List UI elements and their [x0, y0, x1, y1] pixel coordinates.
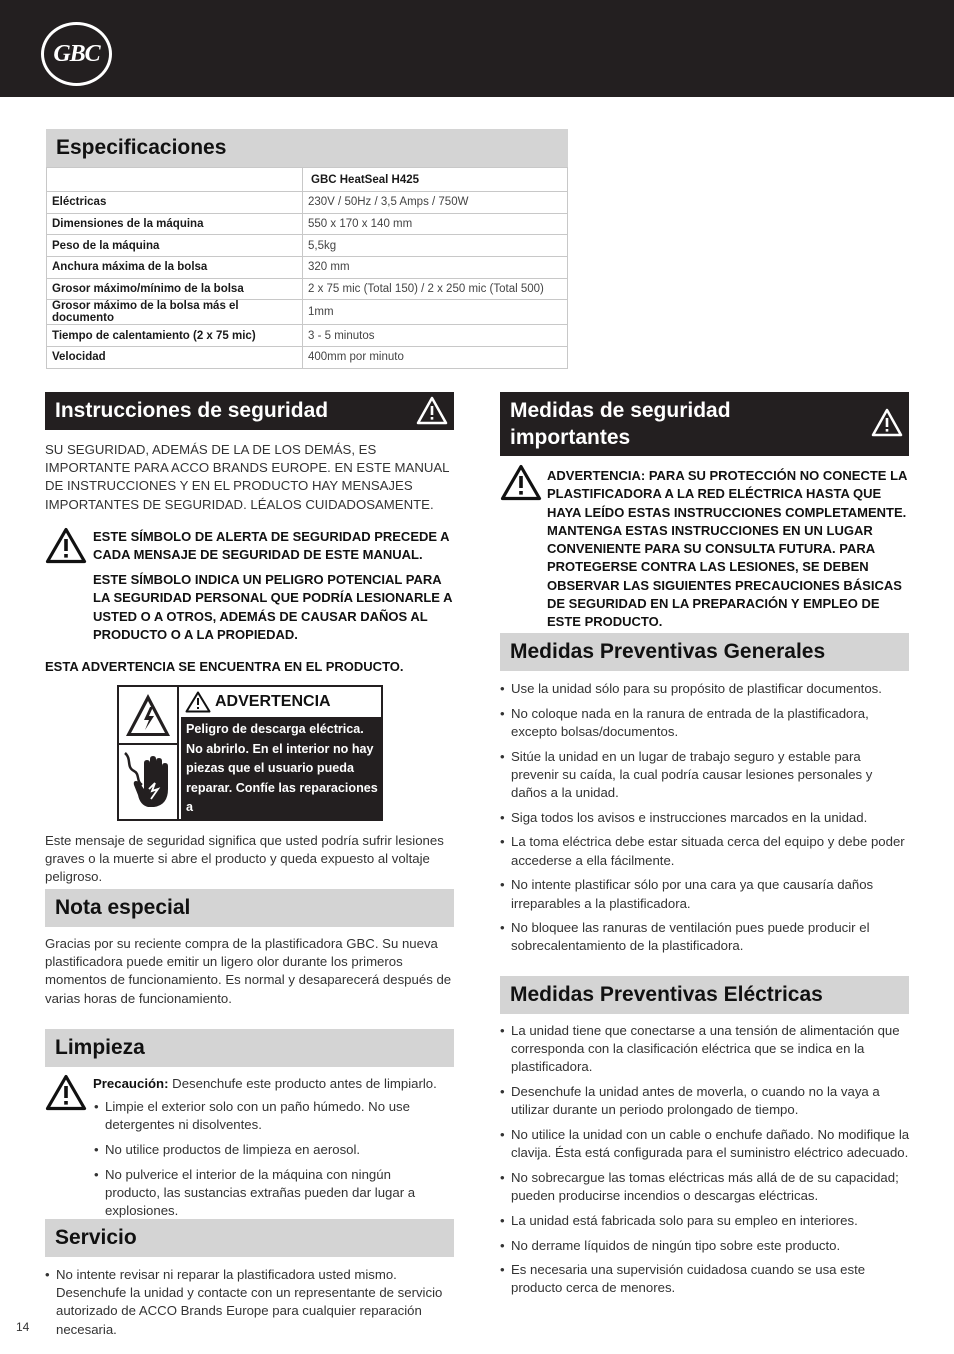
spec-label: Grosor máximo/mínimo de la bolsa: [47, 278, 303, 300]
page-number: 14: [16, 1320, 30, 1334]
advertencia-line: reparar. Confíe las reparaciones a: [186, 780, 378, 815]
lightning-warning-icon: [123, 691, 173, 739]
spec-value: 3 - 5 minutos: [303, 325, 568, 347]
generales-list: [500, 680, 910, 962]
spec-value: 400mm por minuto: [303, 347, 568, 369]
nota-heading: Nota especial: [45, 889, 454, 927]
importantes-heading: [500, 392, 909, 456]
advertencia-line: piezas que el usuario pueda: [186, 761, 354, 776]
table-cell-empty: [47, 168, 303, 192]
advertencia-line: Peligro de descarga eléctrica.: [186, 722, 364, 736]
specs-heading: Especificaciones: [46, 129, 568, 167]
table-row: [47, 235, 568, 257]
servicio-list: [45, 1266, 459, 1345]
safety-meaning: Este mensaje de seguridad significa que usted podría sufrir lesiones graves o la muerte si abre el producto y queda expuesto al voltaje peligroso.: [45, 833, 444, 885]
list-item: • Es necesaria una supervisión cuidadosa cuando se usa este producto cerca de menores.: [500, 1261, 910, 1297]
list-item: • No derrame líquidos de ningún tipo sobre este producto.: [500, 1237, 910, 1255]
list-item: • No intente plastificar sólo por una cara ya que causaría daños irreparables a la plastificadora.: [500, 876, 910, 912]
shock-warning-label: [117, 685, 383, 834]
spec-value: 550 x 170 x 140 mm: [303, 213, 568, 235]
safety-intro: SU SEGURIDAD, ADEMÁS DE LA DE LOS DEMÁS, ES IMPORTANTE PARA ACCO BRANDS EUROPE. EN ESTE MANUAL DE INSTRUCCIONES Y EN EL PRODUCTO HAY MENSAJES IMPORTANTES DE SEGURIDAD. LÉALOS CUIDADOSAMENTE.: [45, 442, 450, 512]
table-row: [47, 278, 568, 300]
advertencia-body: [181, 717, 381, 834]
spec-label: Anchura máxima de la bolsa: [47, 257, 303, 279]
warning-triangle-icon: [500, 464, 542, 501]
spec-label: Dimensiones de la máquina: [47, 213, 303, 235]
list-item: • No sobrecargue las tomas eléctricas más allá de de su capacidad; pueden producirse incendios o descargas eléctricas.: [500, 1169, 910, 1205]
servicio-heading: Servicio: [45, 1219, 454, 1257]
spec-value: 230V / 50Hz / 3,5 Amps / 750W: [303, 192, 568, 214]
table-row: [47, 257, 568, 279]
advertencia-label: ADVERTENCIA: [215, 693, 331, 710]
list-item: • No utilice productos de limpieza en aerosol.: [94, 1141, 446, 1159]
product-warning-text: ESTA ADVERTENCIA SE ENCUENTRA EN EL PRODUCTO.: [45, 659, 404, 674]
spec-label: Tiempo de calentamiento (2 x 75 mic): [47, 325, 303, 347]
importantes-warning: ADVERTENCIA: PARA SU PROTECCIÓN NO CONECTE LA PLASTIFICADORA A LA RED ELÉCTRICA HASTA QUE HAYA LEÍDO ESTAS INSTRUCCIONES COMPLETAMENTE. MANTENGA ESTAS INSTRUCCIONES EN UN LUGAR CONVENIENTE PARA SU CONSULTA FUTURA. PARA PROTEGERSE CONTRA LAS LESIONES, SE DEBEN OBSERVAR LAS SIGUIENTES PRECAUCIONES BÁSICAS DE SEGURIDAD EN LA PREPARACIÓN Y EMPLEO DE ESTE PRODUCTO.: [547, 468, 907, 630]
warning-triangle-icon: [45, 527, 87, 564]
spec-label: Velocidad: [47, 347, 303, 369]
list-item: • La toma eléctrica debe estar situada cerca del equipo y debe poder accederse a ella fácilmente.: [500, 833, 910, 869]
pictogram-divider: [119, 743, 177, 745]
table-row: [47, 168, 568, 192]
list-item: • Limpie el exterior solo con un paño húmedo. No use detergentes ni disolventes.: [94, 1098, 446, 1134]
safety-heading-text: Instrucciones de seguridad: [55, 399, 329, 422]
list-item: • No coloque nada en la ranura de entrada de la plastificadora, excepto bolsas/documentos.: [500, 705, 910, 741]
caution-text: Desenchufe este producto antes de limpiarlo.: [168, 1076, 437, 1091]
safety-heading: [45, 392, 454, 430]
table-row: [47, 300, 568, 325]
shock-pictograms: [119, 687, 179, 819]
advertencia-title: [181, 687, 381, 717]
warning-triangle-icon: [45, 1074, 87, 1111]
spec-value: 5,5kg: [303, 235, 568, 257]
table-row: [47, 213, 568, 235]
specs-table: [46, 167, 568, 369]
table-row: [47, 325, 568, 347]
spec-value: 320 mm: [303, 257, 568, 279]
list-item: • La unidad está fabricada solo para su empleo en interiores.: [500, 1212, 910, 1230]
hand-shock-icon: [122, 749, 176, 815]
importantes-heading-line: importantes: [510, 426, 631, 449]
spec-value: 1mm: [303, 300, 568, 325]
warning-triangle-icon: [416, 396, 448, 425]
spec-label: Eléctricas: [47, 192, 303, 214]
list-item: • La unidad tiene que conectarse a una tensión de alimentación que corresponda con la clasificación eléctrica que se indica en la plastificadora.: [500, 1022, 910, 1077]
table-row: [47, 192, 568, 214]
symbol-alert-text: ESTE SÍMBOLO DE ALERTA DE SEGURIDAD PRECEDE A CADA MENSAJE DE SEGURIDAD DE ESTE MANUAL.: [93, 529, 450, 563]
list-item: • No bloquee las ranuras de ventilación pues puede producir el sobrecalentamiento de la plastificadora.: [500, 919, 910, 955]
table-row: [47, 347, 568, 369]
symbol-danger-text: ESTE SÍMBOLO INDICA UN PELIGRO POTENCIAL PARA LA SEGURIDAD PERSONAL QUE PODRÍA LESIONARLE A USTED O A OTROS, ADEMÁS DE CAUSAR DAÑOS AL PRODUCTO O A LA PROPIEDAD.: [93, 572, 452, 642]
list-item: • No utilice la unidad con un cable o enchufe dañado. No modifique la clavija. Ésta está configurada para el suministro eléctrico adecuado.: [500, 1126, 910, 1162]
product-name: GBC HeatSeal H425: [303, 168, 568, 192]
limpieza-list: [94, 1098, 446, 1227]
warning-triangle-icon: [185, 691, 211, 713]
spec-label: Peso de la máquina: [47, 235, 303, 257]
electricas-heading: Medidas Preventivas Eléctricas: [500, 976, 909, 1014]
header-bar: [0, 0, 954, 97]
list-item: • No intente revisar ni reparar la plastificadora usted mismo. Desenchufe la unidad y contacte con un representante de servicio autorizado de ACCO Brands Europe para cualquier reparación necesaria.: [45, 1266, 459, 1339]
list-item: • Siga todos los avisos e instrucciones marcados en la unidad.: [500, 809, 910, 827]
nota-text: Gracias por su reciente compra de la plastificadora GBC. Su nueva plastificadora puede emitir un ligero olor durante los primeros momentos de funcionamiento. Es normal y desaparecerá después de varias horas de funcionamiento.: [45, 936, 452, 1006]
spec-label: Grosor máximo de la bolsa más el documento: [47, 300, 303, 325]
warning-triangle-icon: [871, 408, 903, 437]
list-item: • Desenchufe la unidad antes de moverla, o cuando no la vaya a utilizar durante un periodo prolongado de tiempo.: [500, 1083, 910, 1119]
list-item: • Sitúe la unidad en un lugar de trabajo seguro y estable para prevenir su caída, la cual podría causar lesiones personales y daños a la unidad.: [500, 748, 910, 803]
list-item: • Use la unidad sólo para su propósito de plastificar documentos.: [500, 680, 910, 698]
importantes-heading-line: Medidas de seguridad: [510, 399, 731, 422]
generales-heading: Medidas Preventivas Generales: [500, 633, 909, 671]
gbc-logo: GBC: [41, 22, 112, 86]
advertencia-line: personal de servicio cualificado.: [186, 819, 381, 834]
spec-value: 2 x 75 mic (Total 150) / 2 x 250 mic (Total 500): [303, 278, 568, 300]
caution-label: Precaución:: [93, 1076, 169, 1091]
advertencia-line: No abrirlo. En el interior no hay: [186, 741, 374, 756]
list-item: • No pulverice el interior de la máquina con ningún producto, las sustancias extrañas pueden dar lugar a explosiones.: [94, 1166, 446, 1221]
caution-line: [93, 1075, 457, 1093]
limpieza-heading: Limpieza: [45, 1029, 454, 1067]
electricas-list: [500, 1022, 910, 1304]
